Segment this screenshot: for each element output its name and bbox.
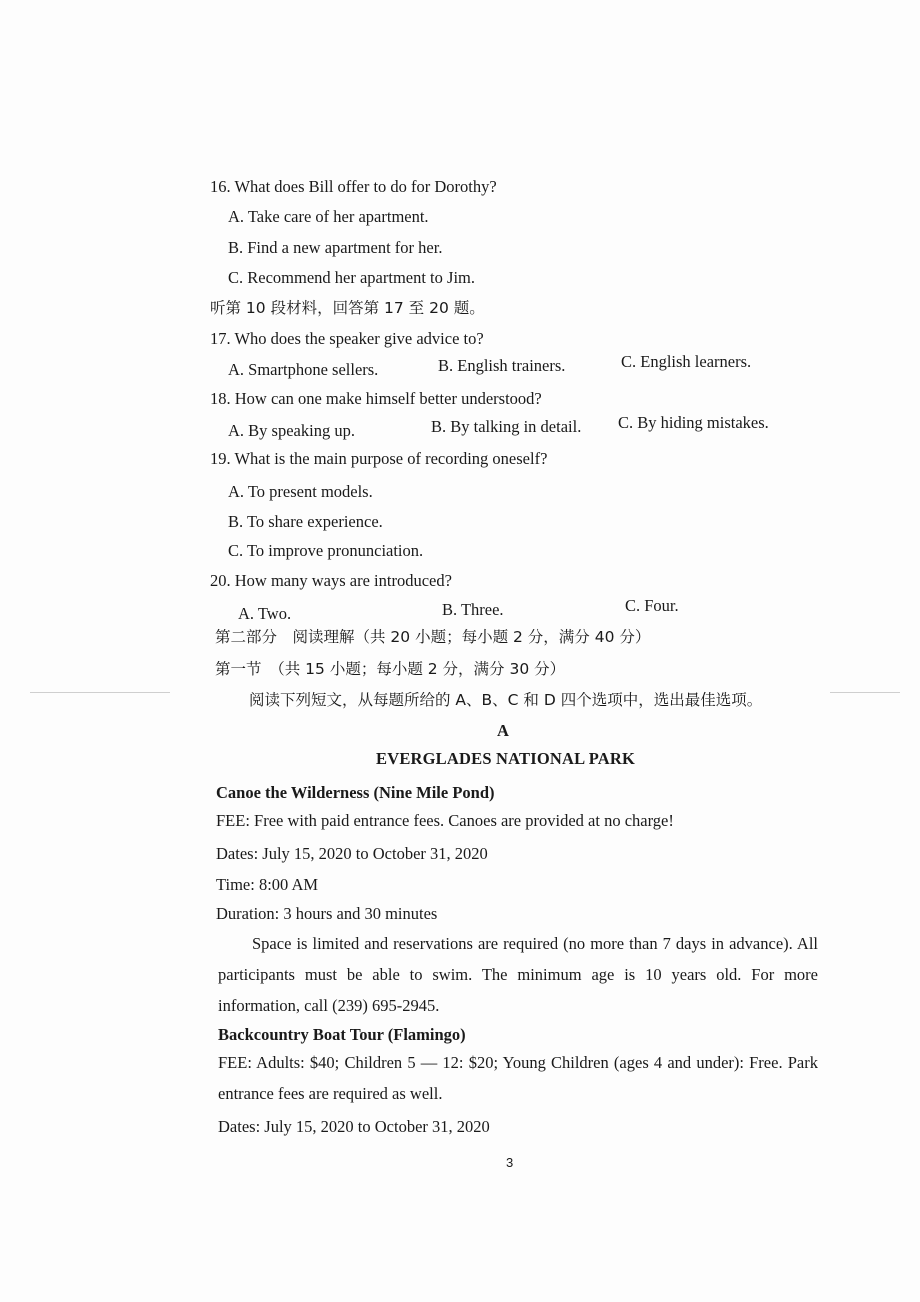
part-two-title: 第二部分 阅读理解（共 20 小题；每小题 2 分，满分 40 分）	[215, 628, 651, 646]
question-18-option-a: A. By speaking up.	[228, 421, 355, 440]
question-20-option-a: A. Two.	[238, 604, 292, 623]
question-18-option-b: B. By talking in detail.	[431, 417, 582, 436]
canoe-duration: Duration: 3 hours and 30 minutes	[216, 904, 438, 923]
question-19-option-b: B. To share experience.	[228, 512, 383, 531]
question-18-stem: 18. How can one make himself better understood?	[210, 389, 542, 408]
canoe-note: Space is limited and reservations are required (no more than 7 days in advance). All participants must be able to swim. The minimum age is 10 years old. For more information, call (239) 695-2945.	[218, 934, 818, 1015]
scan-artifact	[30, 692, 170, 693]
question-17-option-b: B. English trainers.	[438, 356, 566, 375]
boat-dates: Dates: July 15, 2020 to October 31, 2020	[218, 1117, 490, 1136]
section-one-title: 第一节 （共 15 小题；每小题 2 分，满分 30 分）	[215, 660, 566, 678]
question-19-option-c: C. To improve pronunciation.	[228, 541, 424, 560]
question-17-stem: 17. Who does the speaker give advice to?	[210, 329, 484, 348]
question-19-option-a: A. To present models.	[228, 482, 373, 501]
scan-artifact	[830, 692, 900, 693]
question-17-option-c: C. English learners.	[621, 352, 752, 371]
passage-title: EVERGLADES NATIONAL PARK	[376, 749, 636, 768]
canoe-dates: Dates: July 15, 2020 to October 31, 2020	[216, 844, 488, 863]
question-16-option-c: C. Recommend her apartment to Jim.	[228, 268, 475, 287]
question-19-stem: 19. What is the main purpose of recording oneself?	[210, 449, 548, 468]
passage-label: A	[497, 721, 509, 740]
page-number: 3	[506, 1155, 514, 1170]
canoe-time: Time: 8:00 AM	[216, 875, 319, 894]
question-20-option-b: B. Three.	[442, 600, 504, 619]
question-16-option-b: B. Find a new apartment for her.	[228, 238, 443, 257]
listening-instruction-10: 听第 10 段材料，回答第 17 至 20 题。	[210, 299, 485, 317]
canoe-heading: Canoe the Wilderness (Nine Mile Pond)	[216, 783, 495, 802]
question-18-option-c: C. By hiding mistakes.	[618, 413, 769, 432]
question-16-stem: 16. What does Bill offer to do for Dorothy?	[210, 177, 497, 196]
boat-heading: Backcountry Boat Tour (Flamingo)	[218, 1025, 466, 1044]
question-20-stem: 20. How many ways are introduced?	[210, 571, 452, 590]
question-20-option-c: C. Four.	[625, 596, 679, 615]
question-17-option-a: A. Smartphone sellers.	[228, 360, 379, 379]
reading-instruction: 阅读下列短文，从每题所给的 A、B、C 和 D 四个选项中，选出最佳选项。	[249, 691, 763, 709]
canoe-fee: FEE: Free with paid entrance fees. Canoes are provided at no charge!	[216, 811, 674, 830]
question-16-option-a: A. Take care of her apartment.	[228, 207, 429, 226]
boat-fee: FEE: Adults: $40; Children 5 — 12: $20; Young Children (ages 4 and under): Free. Park entrance fees are required as well.	[218, 1053, 818, 1103]
